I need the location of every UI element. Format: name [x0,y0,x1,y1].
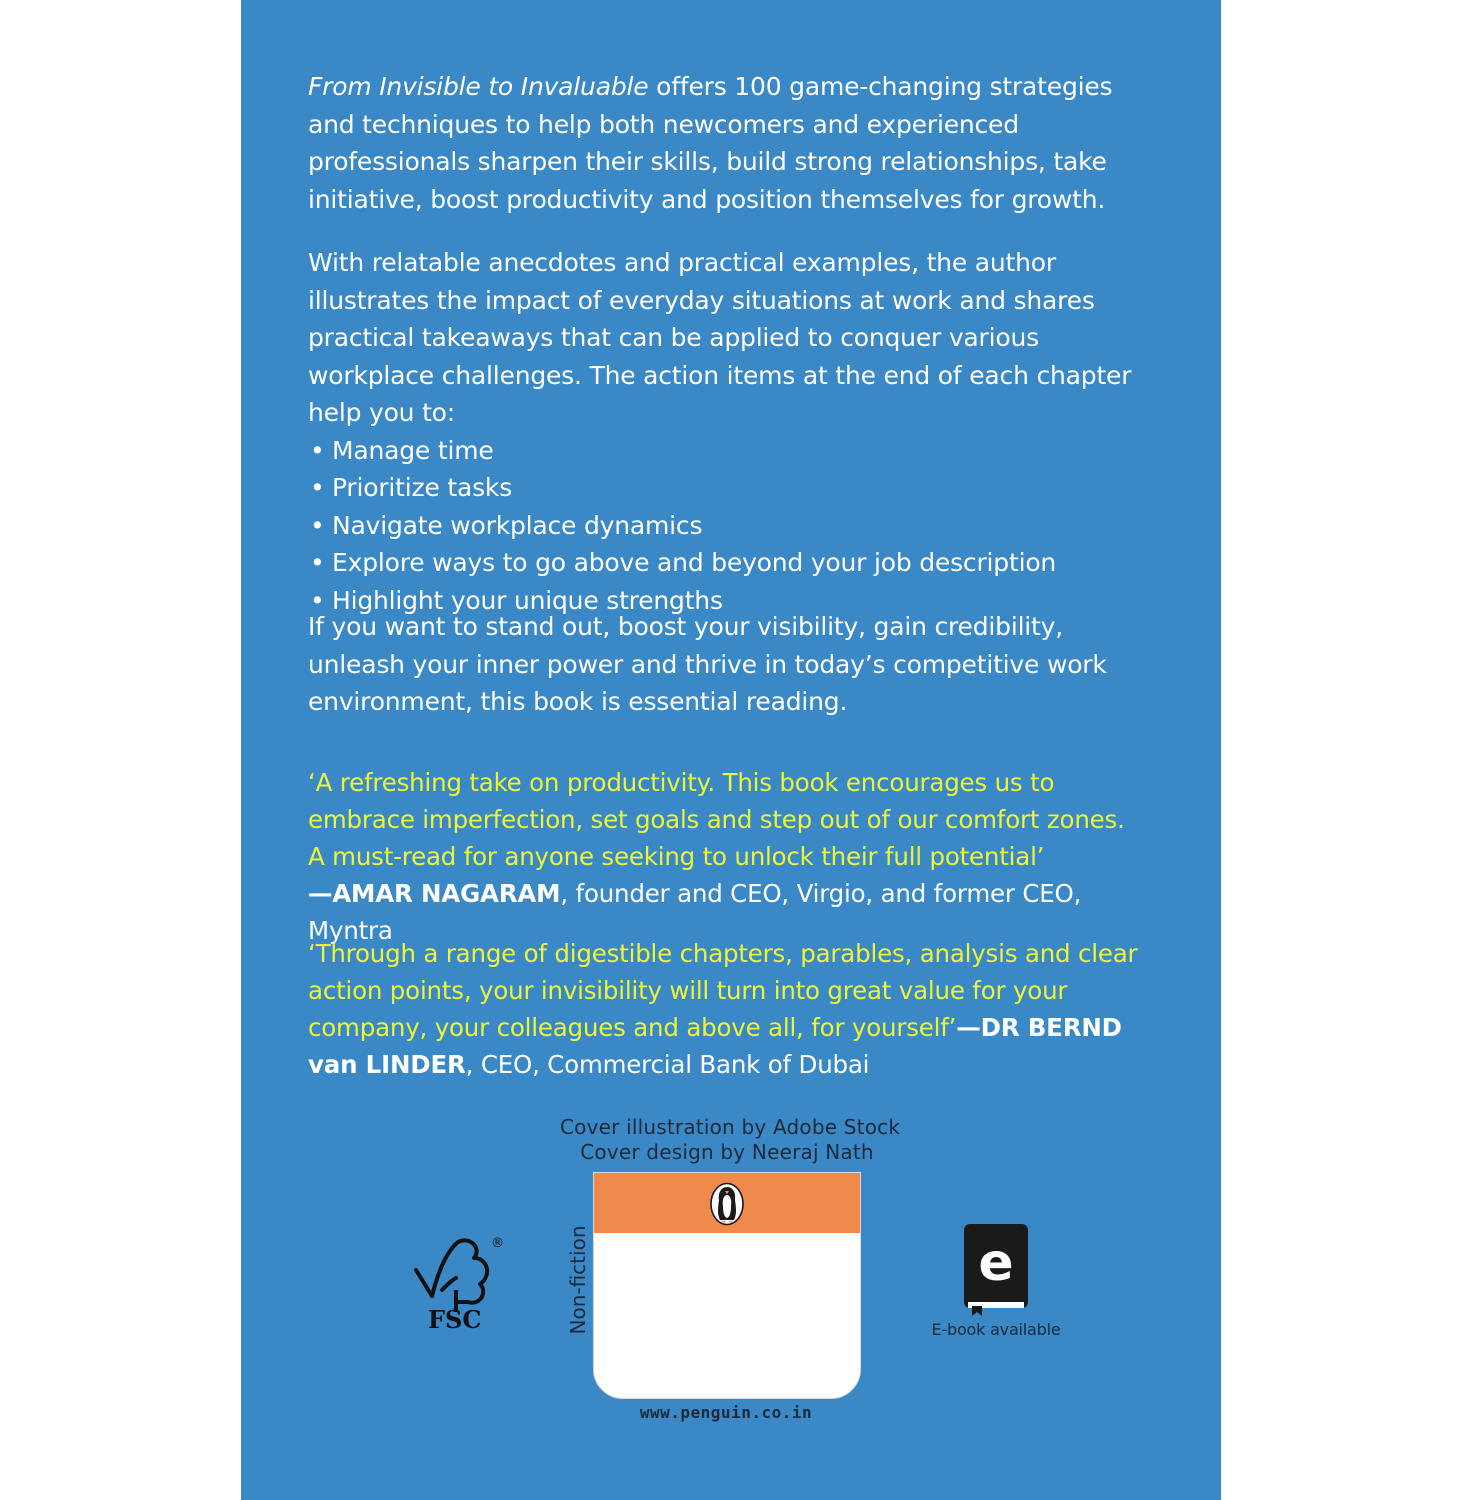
quote-text: ‘A refreshing take on productivity. This book encourages us to embrace imperfection, set goals and step out of our comfort zones. A must-read for anyone seeking to unlock their full potential’ [308,768,1125,871]
endorsement-quote [308,764,1148,949]
endorsement-quote [308,935,1148,1083]
list-item: • Highlight your unique strengths [308,582,1138,620]
intro-text: offers 100 game-changing strategies and techniques to help both newcomers and experienced professionals sharpen their skills, build strong relationships, take initiative, boost productivity and position themselves for growth. [308,72,1113,214]
quote-text: ‘Through a range of digestible chapters, parables, analysis and clear action points, your invisibility will turn into great value for your company, your colleagues and above all, for yourself’ [308,939,1138,1042]
fsc-text: FSC [428,1305,482,1332]
quote-affiliation: , CEO, Commercial Bank of Dubai [465,1050,870,1079]
blurb-intro [308,68,1138,218]
list-item: • Manage time [308,432,1138,470]
blurb-closing [308,608,1138,721]
action-items-list [308,432,1138,620]
barcode-area [593,1172,861,1399]
book-title: From Invisible to Invaluable [308,72,649,101]
website-url: www.penguin.co.in [639,1403,813,1422]
closing-text: If you want to stand out, boost your visibility, gain credibility, unleash your inner power and thrive in today’s competitive work environment, this book is essential reading. [308,612,1107,716]
ebook-label: E-book available [931,1320,1061,1339]
list-item: • Navigate workplace dynamics [308,507,1138,545]
list-item: • Explore ways to go above and beyond your job description [308,544,1138,582]
ebook-icon [962,1222,1030,1318]
fsc-logo-icon [408,1232,504,1332]
quote-author: —DR BERND van LINDER [308,1013,1122,1079]
body-text: With relatable anecdotes and practical examples, the author illustrates the impact of everyday situations at work and shares practical takeaways that can be applied to conquer various workplace challenges. The action items at the end of each chapter help you to: [308,248,1132,427]
illustration-credit: Cover illustration by Adobe Stock [560,1115,901,1139]
quote-author: —AMAR NAGARAM [308,879,561,908]
registered-mark: ® [491,1236,504,1251]
blurb-body [308,244,1138,619]
ebook-letter: e [978,1233,1014,1293]
genre-label: Non-fiction [566,1225,590,1335]
design-credit: Cover design by Neeraj Nath [580,1140,874,1164]
cover-credits [560,1115,901,1165]
quote-affiliation: , founder and CEO, Virgio, and former CEO, Myntra [308,879,1082,945]
penguin-logo-icon [709,1182,745,1226]
list-item: • Prioritize tasks [308,469,1138,507]
